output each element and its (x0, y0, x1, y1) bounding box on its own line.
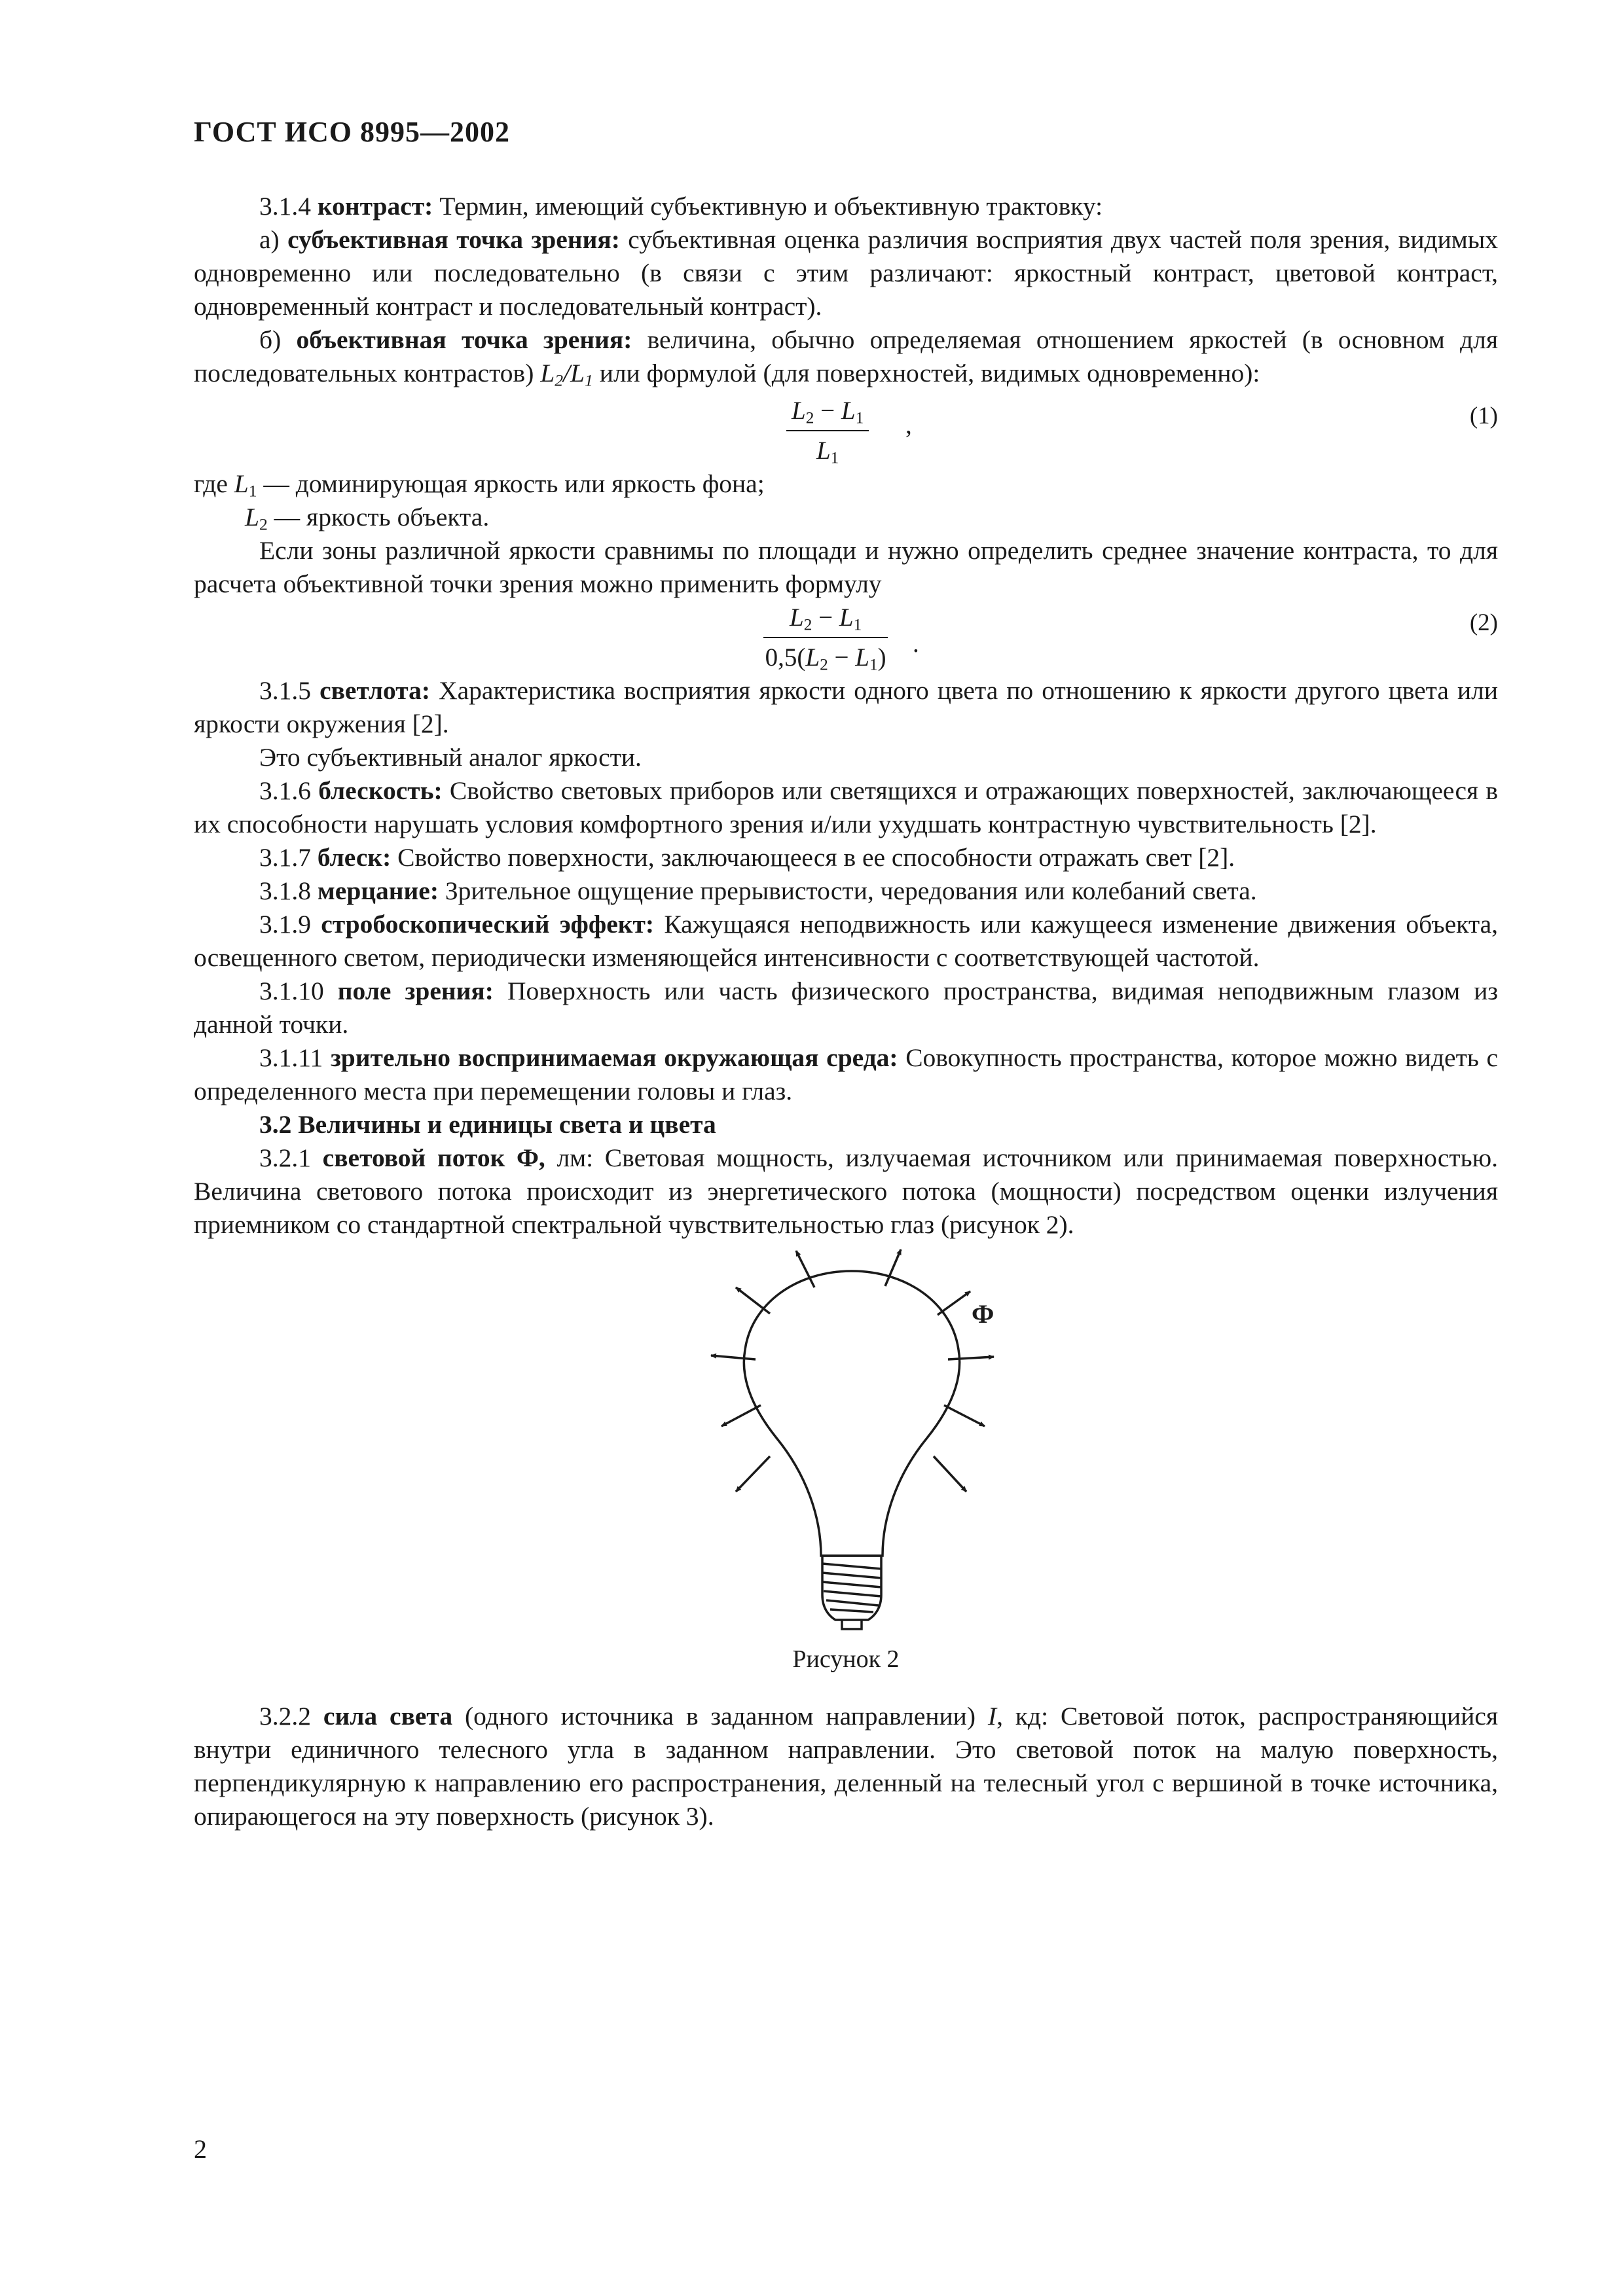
term: объективная точка зрения: (296, 325, 632, 354)
formula-fraction (786, 394, 869, 467)
denominator: $0,5(L_2 - L_1)$ (765, 643, 886, 674)
page-number: 2 (194, 2134, 207, 2164)
term: субъективная точка зрения: (287, 225, 620, 254)
clause-3-2-1: 3.2.1 световой поток Ф, лм: Световая мощность, излучаемая источником или принимаемая поверхностью. Величина светового потока происходит из энергетического потока (мощности) посредством оценки излучения приемником со стандартной спектральной чувствительностью глаз (рисунок 2). (194, 1143, 1499, 1239)
formula-fraction (763, 601, 888, 674)
clause-3-1-8: 3.1.8 мерцание: Зрительное ощущение прерывистости, чередования или колебаний света. (259, 876, 1257, 905)
definition-text: Термин, имеющий субъективную и объективную трактовку: (439, 192, 1103, 221)
list-marker: б) (259, 325, 282, 354)
light-bulb-figure (194, 1242, 1498, 1634)
clause-number: 3.1.4 (259, 192, 311, 221)
equation-number: (2) (1469, 609, 1498, 636)
definition-text: или формулой (для поверхностей, видимых одновременно): (599, 359, 1260, 387)
clause-3-1-9: 3.1.9 стробоскопический эффект: Кажущаяся неподвижность или кажущееся изменение движения объекта, освещенного светом, периодически изменяющейся интенсивности с соответствующей частотой. (194, 910, 1498, 972)
section-3-2-heading: 3.2 Величины и единицы света и цвета (259, 1110, 716, 1139)
clause-3-1-4-a (194, 223, 1498, 323)
document-header: ГОСТ ИСО 8995—2002 (194, 116, 511, 148)
definition-text: величина, обычно определяемая отношением яркостей (в основном для последовательных контрастов) (194, 325, 1499, 387)
list-marker: а) (259, 225, 280, 254)
clause-3-1-4 (194, 190, 1498, 223)
clause-3-1-4-b (194, 323, 1498, 390)
clause-3-2-2: 3.2.2 сила света (одного источника в заданном направлении) I, кд: Световой поток, распространяющийся внутри единичного телесного угла в заданном направлении. Это световой поток на малую поверхность, перпендикулярную к направлению его распространения, деленный на телесный угол с вершиной в точке источника, опирающегося на эту поверхность (рисунок 3). (194, 1702, 1499, 1831)
formula-punctuation: , (905, 411, 912, 439)
light-rays (711, 1249, 994, 1492)
flux-symbol: Ф (972, 1299, 994, 1329)
where-line-2: $L_2$ — яркость объекта. (245, 503, 490, 534)
numerator: $L_2 - L_1$ (786, 394, 869, 431)
term: контраст: (317, 192, 433, 221)
numerator: $L_2 - L_1$ (763, 601, 888, 638)
light-bulb-icon (744, 1271, 959, 1629)
clause-3-1-7: 3.1.7 блеск: Свойство поверхности, заключающееся в ее способности отражать свет [2]. (259, 843, 1235, 872)
formula-1 (194, 390, 1498, 467)
figure-caption: Рисунок 2 (792, 1645, 900, 1673)
formula-punctuation: . (913, 630, 919, 658)
clause-3-1-11: 3.1.11 зрительно воспринимаемая окружающая среда: Совокупность пространства, которое можно видеть с определенного места при перемещении головы и глаз. (194, 1043, 1499, 1105)
denominator: $L_1$ (816, 437, 839, 467)
clause-3-1-5: 3.1.5 светлота: Характеристика восприятия яркости одного цвета по отношению к яркости другого цвета или яркости окружения [2]. (194, 676, 1498, 738)
figure-2 (194, 1242, 1498, 1687)
clause-3-1-10: 3.1.10 поле зрения: Поверхность или часть физического пространства, видимая неподвижным глазом из данной точки. (194, 977, 1498, 1039)
clause-3-1-6: 3.1.6 блескость: Свойство световых приборов или светящихся и отражающих поверхностей, заключающееся в их способности нарушать условия комфортного зрения и/или ухудшать контрастную чувствительность [2]. (194, 776, 1499, 838)
clause-3-1-5-note: Это субъективный аналог яркости. (259, 743, 642, 772)
equation-number: (1) (1469, 403, 1498, 429)
definition-text: субъективная оценка различия восприятия двух частей поля зрения, видимых одновременно или последовательно (в связи с этим различают: яркостный контраст, цветовой контраст, одновременный контраст и последовательный контраст). (194, 225, 1499, 321)
paragraph-zones: Если зоны различной яркости сравнимы по площади и нужно определить среднее значение контраста, то для расчета объективной точки зрения можно применить формулу (194, 536, 1498, 598)
body-text (194, 190, 1498, 1833)
ratio-formula: $L_2/L_1$ (540, 359, 593, 390)
where-line-1: где $L_1$ — доминирующая яркость или яркость фона; (194, 469, 765, 501)
formula-2 (194, 601, 1498, 674)
